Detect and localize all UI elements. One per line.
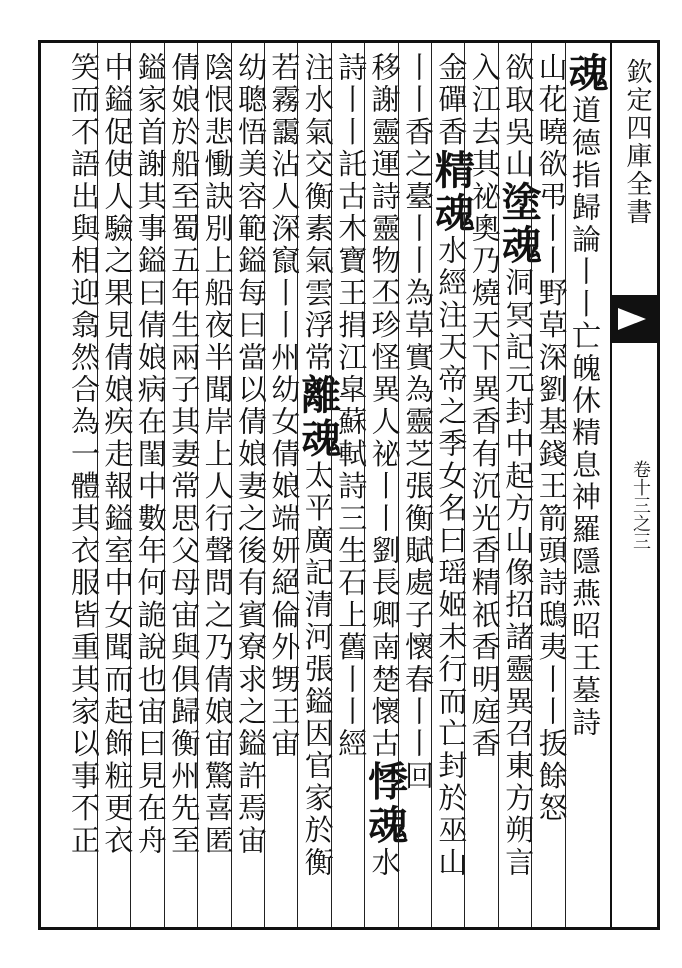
text-column bbox=[562, 52, 609, 917]
column-divider bbox=[164, 43, 165, 927]
column-divider bbox=[498, 43, 499, 927]
column-text: 倩娘於船至蜀五年生兩子其妻常思父母宙與俱歸衡州先至 bbox=[167, 52, 202, 857]
column-divider bbox=[231, 43, 232, 927]
entry-heading: 悸魂 bbox=[361, 760, 409, 847]
column-text: 之臺丨丨為草實為靈芝張衡賦處子懷春丨丨回 bbox=[401, 148, 435, 793]
page-header-strip bbox=[610, 40, 660, 930]
chapter-label: 卷十三之三 bbox=[630, 460, 651, 550]
column-text: 移謝靈運詩靈物丕珍怪異人祕丨丨劉長卿南楚懷古 bbox=[367, 52, 402, 761]
column-text: 丨丨香 bbox=[401, 52, 435, 149]
column-text: 笑而不語出與相迎翕然合為一體其衣服皆重其家以事不正 bbox=[67, 52, 101, 857]
column-text: 其祕奧乃燒天下異香有沉光香精祇香明庭香 bbox=[467, 148, 502, 761]
column-divider bbox=[130, 43, 131, 927]
column-text: 欲取吳山 bbox=[501, 52, 536, 181]
column-text: 金磾香 bbox=[434, 52, 469, 149]
column-divider bbox=[398, 43, 399, 927]
column-text: 山花曉欲弔丨丨野草深劉基錢王箭頭詩鴟夷丨丨㧞餘怒 bbox=[534, 52, 569, 825]
column-divider bbox=[364, 43, 365, 927]
column-text: 州幼女倩娘端妍絕倫外甥王宙 bbox=[267, 341, 302, 761]
column-text: 若霧靄沾人深竄丨丨 bbox=[267, 52, 302, 342]
column-divider bbox=[331, 43, 332, 927]
column-text: 水 bbox=[367, 846, 402, 880]
entry-heading: 精魂 bbox=[428, 148, 476, 236]
column-text: 道德指歸論丨丨亡魄休精息神羅隱燕昭王墓詩 bbox=[568, 95, 602, 740]
column-divider bbox=[431, 43, 432, 927]
column-text: 幼聰悟美容範鎰每曰當以倩娘妻之後有賓寮求之鎰許焉宙 bbox=[234, 52, 268, 857]
column-divider bbox=[531, 43, 532, 927]
column-text: 詩丨丨託古木寶王捐江皐蘇軾詩三生石上舊丨丨 bbox=[334, 52, 369, 729]
column-divider bbox=[97, 43, 98, 927]
column-text: 中鎰促使人驗之果見倩娘疾走報鎰室中女聞而起飾粧更衣 bbox=[100, 52, 135, 857]
column-divider bbox=[264, 43, 265, 927]
column-text: 陰恨悲慟訣別上船夜半聞岸上人行聲問之乃倩娘宙驚喜匿 bbox=[200, 52, 235, 857]
column-divider bbox=[565, 43, 566, 927]
column-text: 鎰家首謝其事鎰曰倩娘病在閨中數年何詭說也宙曰見在舟 bbox=[133, 52, 168, 857]
column-text: 太平廣記清河張鎰因官家於衡 bbox=[300, 460, 335, 880]
entry-heading: 塗魂 bbox=[495, 180, 543, 268]
column-text: 經 bbox=[334, 728, 369, 761]
entry-heading: 離魂 bbox=[294, 374, 342, 461]
fish-tail-notch bbox=[618, 308, 646, 330]
column-text: 水經注天帝之季女名曰瑶姬未行而亡封於巫山 bbox=[434, 235, 469, 880]
column-text: 洞冥記元封中起方山像招諸靈異召東方朔言 bbox=[501, 267, 536, 880]
column-divider bbox=[297, 43, 298, 927]
column-text: 注水氣交衡素氣雲浮常 bbox=[300, 52, 335, 374]
column-text: 入江去 bbox=[467, 52, 502, 149]
column-divider bbox=[464, 43, 465, 927]
entry-heading: 魂 bbox=[562, 52, 609, 96]
column-divider bbox=[197, 43, 198, 927]
book-title: 欽定四庫全書 bbox=[622, 58, 652, 226]
